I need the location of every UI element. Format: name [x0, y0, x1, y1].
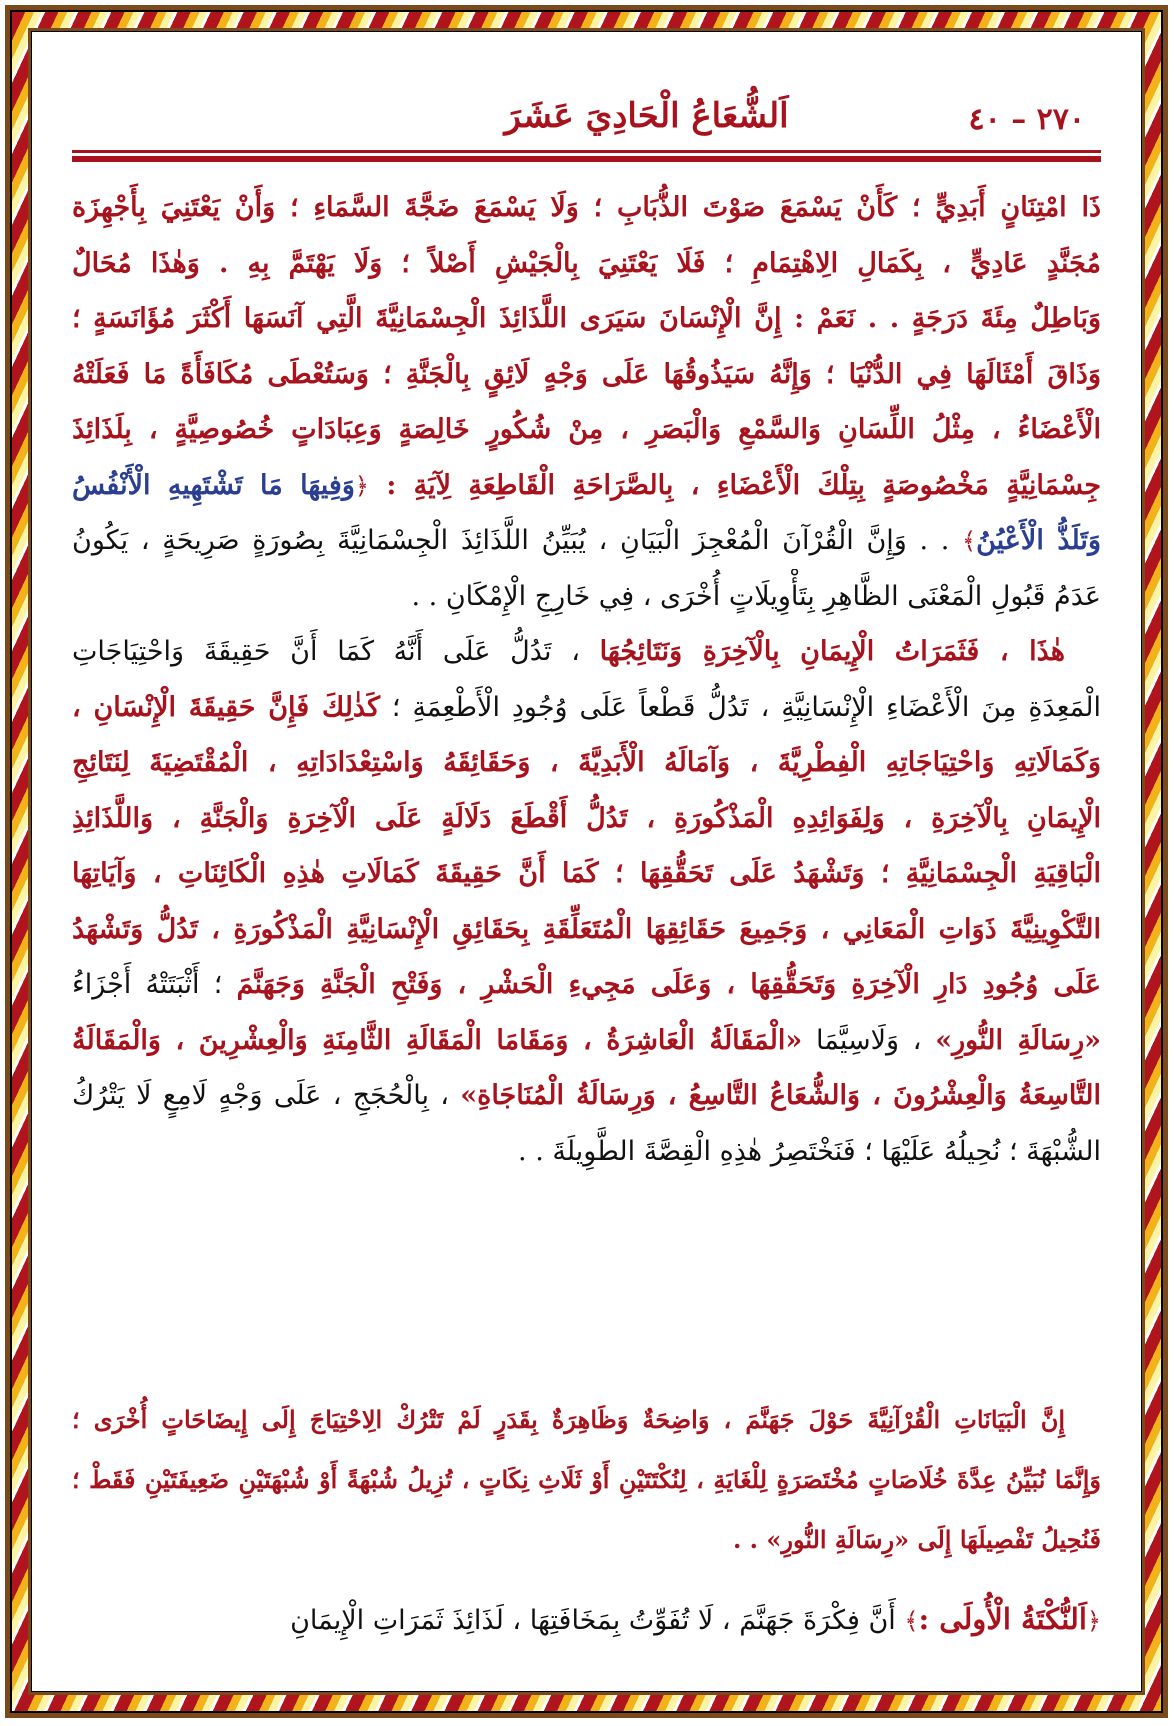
text-segment: كَذٰلِكَ فَإِنَّ حَقِيقَةَ الْإِنْسَانِ ،: [72, 691, 380, 723]
text-line: [72, 1068, 1101, 1124]
text-segment: وَبَاطِلٌ مِئَةَ دَرَجَةٍ . . نَعَمْ : إِنَّ الْإِنْسَانَ سَيَرَى اللَّذَائِذَ الْجِسْمَانِيَّةَ الَّتِي آنَسَهَا أَكْثَرَ مُؤَانَسَةٍ ؛: [72, 303, 1101, 334]
text-line: [72, 846, 1101, 902]
page-header: [70, 88, 1103, 158]
text-segment: الْبَاقِيَةِ الْجِسْمَانِيَّةِ ؛ وَتَشْهَدُ عَلَى تَحَقُّقِهَا ؛ كَمَا أَنَّ حَقِيقَةَ كَمَالَاتِ هٰذِهِ الْكَائِنَاتِ ، وَآيَاتِهَا: [72, 858, 1101, 889]
page: [36, 36, 1137, 1687]
body-text: [72, 180, 1101, 1179]
nukta-text: أَنَّ فِكْرَةَ جَهَنَّمَ ، لَا تُفَوِّتُ بِمَخَافَتِهَا ، لَذَائِذَ ثَمَرَاتِ الْإِيمَانِ: [290, 1605, 905, 1636]
paragraph-2: [72, 624, 1101, 1179]
text-line: [72, 1124, 1101, 1180]
text-line: [72, 458, 1101, 514]
text-segment: هٰذَا ، فَثَمَرَاتُ الْإِيمَانِ بِالْآخِرَةِ وَنَتَائِجُهَا: [599, 636, 1065, 667]
text-line: [72, 1390, 1101, 1450]
text-line: [72, 957, 1101, 1013]
text-line: [72, 513, 1101, 569]
text-line: [72, 1450, 1101, 1510]
text-segment: الْإِيمَانِ بِالْآخِرَةِ ، وَلِفَوَائِدِهِ الْمَذْكُورَةِ ، تَدُلُّ أَقْطَعَ دَلَالَةٍ عَلَى الْآخِرَةِ وَالْجَنَّةِ ، وَاللَّذَائِذِ: [72, 802, 1101, 834]
text-line: [72, 624, 1101, 680]
text-segment: ، وَلَاسِيَّمَا: [802, 1024, 936, 1056]
ornament-bracket-open-icon: ﴿: [1086, 1607, 1101, 1635]
text-segment: الْمَعِدَةِ مِنَ الْأَعْضَاءِ الْإِنْسَانِيَّةِ ، تَدُلُّ قَطْعاً عَلَى وُجُودِ الْأَطْعِمَةِ ؛: [379, 691, 1101, 723]
ornament-bracket-close-icon: ﴾: [904, 1607, 919, 1635]
text-line: [72, 402, 1101, 458]
text-segment: الْأَعْضَاءُ ، مِثْلُ اللِّسَانِ وَالسَّمْعِ وَالْبَصَرِ ، مِنْ شُكُورٍ خَالِصَةٍ وَعِبَادَاتٍ خُصُوصِيَّةٍ ، بِلَذَائِذَ: [72, 414, 1101, 445]
text-segment: عَدَمُ قَبُولِ الْمَعْنَى الظَّاهِرِ بِتَأْوِيلَاتٍ أُخْرَى ، فِي خَارِجِ الْإِمْكَانِ . .: [411, 580, 1101, 612]
text-segment: جِسْمَانِيَّةٍ مَخْصُوصَةٍ بِتِلْكَ الْأَعْضَاءِ ، بِالصَّرَاحَةِ الْقَاطِعَةِ لِآيَةِ :: [368, 469, 1101, 501]
nukta-title: اَلنُّكْتَةُ الْأُولَى :: [918, 1602, 1087, 1636]
text-segment: ، بِالْحُجَجِ ، عَلَى وَجْهٍ لَامِعٍ لَا يَتْرُكُ: [72, 1080, 461, 1111]
text-segment: فَنُحِيلُ تَفْصِيلَهَا إِلَى «رِسَالَةِ النُّورِ» . .: [732, 1525, 1101, 1554]
text-segment: «رِسَالَةِ النُّورِ»: [935, 1024, 1101, 1056]
text-line: [72, 569, 1101, 625]
text-segment: «الْمَقَالَةُ الْعَاشِرَةُ ، وَمَقَامَا الْمَقَالَةِ الثَّامِنَةِ وَالْعِشْرِينَ ، وَالْمَقَالَةُ: [72, 1024, 803, 1056]
paragraph-3-note: [72, 1390, 1101, 1570]
text-line: [72, 902, 1101, 958]
text-line: [72, 291, 1101, 347]
page-number: ٢٧٠ – ٤٠: [968, 102, 1085, 137]
text-line: [72, 1013, 1101, 1069]
quran-ornament-icon: ﴿: [354, 471, 369, 500]
paragraph-1: [72, 180, 1101, 624]
text-line: [72, 236, 1101, 292]
text-segment: التَّكْوِينِيَّةَ ذَوَاتِ الْمَعَانِي ، وَجَمِيعَ حَقَائِقِهَا الْمُتَعَلِّقَةِ بِحَقَائِقِ الْإِنْسَانِيَّةِ الْمَذْكُورَةِ ، تَدُلُّ وَتَشْهَدُ: [72, 913, 1101, 945]
text-segment: ذَا امْتِنَانٍ أَبَدِيٍّ ؛ كَأَنْ يَسْمَعَ صَوْتَ الذُّبَابِ ؛ وَلَا يَسْمَعَ ضَجَّةَ السَّمَاءِ ؛ وَأَنْ يَعْتَنِيَ بِأَجْهِزَة: [72, 192, 1101, 223]
text-line: [72, 735, 1101, 791]
text-line: [72, 180, 1101, 236]
text-segment: إِنَّ الْبَيَانَاتِ الْقُرْآنِيَّةَ حَوْلَ جَهَنَّمَ ، وَاضِحَةٌ وَظَاهِرَةٌ بِقَدَرٍ لَمْ تَتْرُكْ الِاحْتِيَاجَ إِلَى إِيضَاحَاتٍ أُخْرَى ؛: [72, 1405, 1065, 1434]
text-segment: وَإِنَّمَا نُبَيِّنُ عِدَّةَ خُلَاصَاتٍ مُخْتَصَرَةٍ لِلْغَايَةِ ، لِنُكْتَتَيْنِ أَوْ ثَلَاثِ نِكَاتٍ ، تُزِيلُ شُبْهَةً أَوْ شُبْهَتَيْنِ ضَعِيفَتَيْنِ فَقَطْ ؛: [72, 1465, 1101, 1494]
text-segment: مُجَنَّدٍ عَادِيٍّ ، بِكَمَالِ الِاهْتِمَامِ ؛ فَلَا يَعْتَنِيَ بِالْجَيْشِ أَصْلاً ؛ وَلَا يَهْتَمَّ بِهِ . وَهٰذَا مُحَالٌ: [72, 247, 1101, 279]
header-rule-thin: [72, 150, 1101, 153]
text-line: [72, 1510, 1101, 1570]
text-segment: . . وَإِنَّ الْقُرْآنَ الْمُعْجِزَ الْبَيَانِ ، يُبَيِّنُ اللَّذَائِذَ الْجِسْمَانِيَّةَ بِصُورَةٍ صَرِيحَةٍ ، يَكُونُ: [72, 525, 963, 556]
text-segment: وَكَمَالَاتِهِ وَاحْتِيَاجَاتِهِ الْفِطْرِيَّةَ ، وَآمَالَهُ الْأَبَدِيَّةَ ، وَحَقَائِقَهُ وَاسْتِعْدَادَاتِهِ ، الْمُقْتَضِيَةَ لِنَتَائِجِ: [72, 747, 1101, 778]
quran-verse-text: وَفِيهَا مَا تَشْتَهِيهِ الْأَنْفُسُ: [72, 469, 355, 501]
text-segment: ؛ أَثْبَتَتْهُ أَجْزَاءُ: [72, 969, 237, 1000]
text-line: [72, 791, 1101, 847]
text-segment: وَذَاقَ أَمْثَالَهَا فِي الدُّنْيَا ؛ وَإِنَّهُ سَيَذُوقُهَا عَلَى وَجْهٍ لَائِقٍ بِالْجَنَّةِ ؛ وَسَتُعْطَى مُكَافَأَةً مَا فَعَلَتْهُ: [72, 358, 1101, 390]
text-segment: الشُّبْهَةَ ؛ نُحِيلُهُ عَلَيْهَا ؛ فَنَخْتَصِرُ هٰذِهِ الْقِصَّةَ الطَّوِيلَةَ . .: [518, 1135, 1101, 1167]
text-line: [72, 680, 1101, 736]
page-title: اَلشُّعَاعُ الْحَادِيَ عَشَرَ: [504, 96, 789, 136]
header-rule-thick: [72, 156, 1101, 162]
text-segment: التَّاسِعَةُ وَالْعِشْرُونَ ، وَالشُّعَاعُ التَّاسِعُ ، وَرِسَالَةُ الْمُنَاجَاةِ»: [460, 1080, 1101, 1111]
text-line: [72, 347, 1101, 403]
text-segment: ، تَدُلُّ عَلَى أَنَّهُ كَمَا أَنَّ حَقِيقَةَ وَاحْتِيَاجَاتِ: [72, 636, 600, 667]
text-segment: عَلَى وُجُودِ دَارِ الْآخِرَةِ وَتَحَقُّقِهَا ، وَعَلَى مَجِيءِ الْحَشْرِ ، وَفَتْحِ الْجَنَّةِ وَجَهَنَّمَ: [236, 969, 1101, 1000]
quran-ornament-icon: ﴾: [962, 527, 977, 555]
nukta-line: [72, 1591, 1101, 1649]
quran-verse-text: وَتَلَذُّ الْأَعْيُنُ: [976, 525, 1101, 556]
